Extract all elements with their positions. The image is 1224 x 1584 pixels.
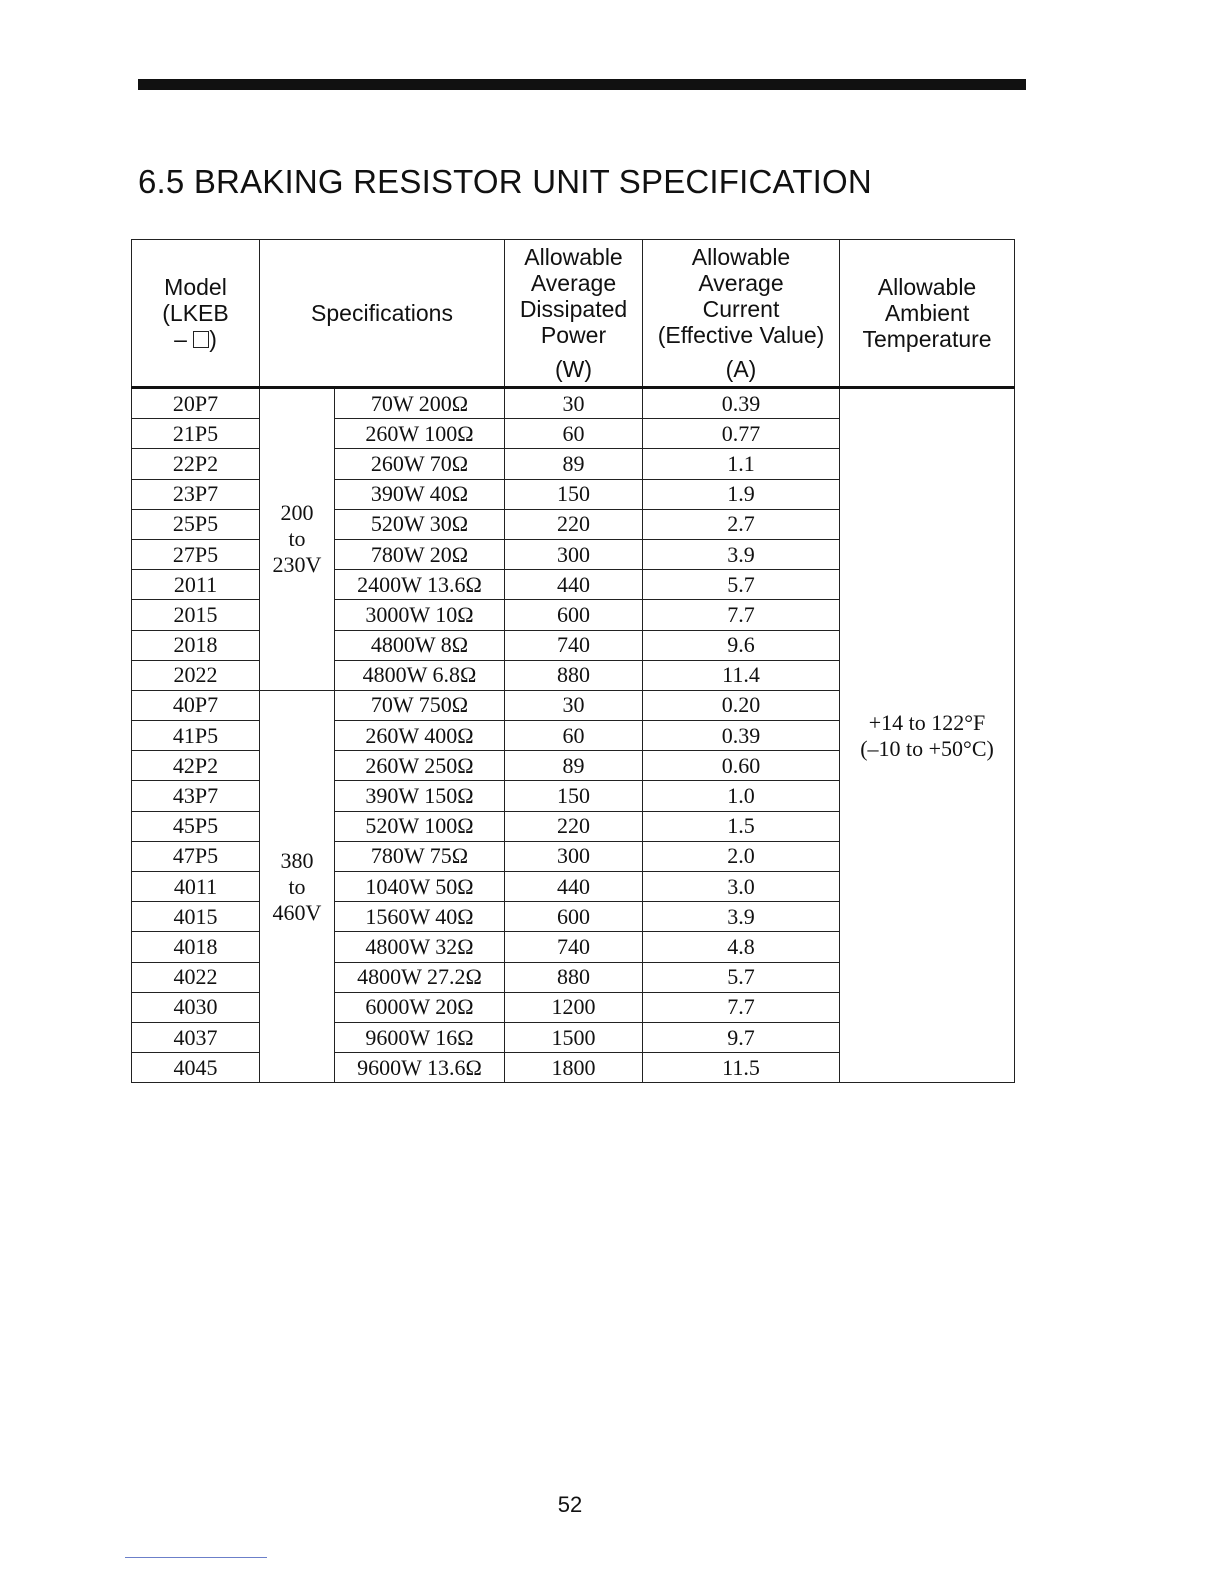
model-cell: 2011 (132, 570, 260, 600)
current-cell: 7.7 (643, 600, 840, 630)
spec-cell: 6000W 20Ω (335, 992, 505, 1022)
spec-cell: 3000W 10Ω (335, 600, 505, 630)
current-cell: 1.5 (643, 811, 840, 841)
power-cell: 440 (505, 570, 643, 600)
current-cell: 11.4 (643, 660, 840, 690)
power-cell: 600 (505, 600, 643, 630)
page-number: 52 (557, 1492, 583, 1517)
header-power-line: Average (530, 270, 617, 296)
spec-cell: 390W 40Ω (335, 479, 505, 509)
header-power (505, 240, 643, 388)
header-model-line: – (174, 326, 194, 352)
model-cell: 42P2 (132, 751, 260, 781)
model-cell: 45P5 (132, 811, 260, 841)
current-cell: 2.0 (643, 841, 840, 871)
model-cell: 2018 (132, 630, 260, 660)
current-cell: 2.7 (643, 509, 840, 539)
spec-cell: 70W 200Ω (335, 388, 505, 419)
model-cell: 40P7 (132, 690, 260, 720)
voltage-line: 200 (280, 500, 314, 526)
power-cell: 60 (505, 419, 643, 449)
header-temperature-line: Temperature (862, 326, 992, 352)
power-cell: 1800 (505, 1053, 643, 1083)
header-current-line: Current (702, 296, 780, 322)
power-cell: 220 (505, 811, 643, 841)
header-specifications: Specifications (260, 240, 505, 388)
spec-cell: 4800W 32Ω (335, 932, 505, 962)
spec-cell: 260W 250Ω (335, 751, 505, 781)
header-row (132, 240, 1015, 388)
power-cell: 89 (505, 751, 643, 781)
spec-cell: 1040W 50Ω (335, 872, 505, 902)
header-temperature-line: Ambient (884, 300, 970, 326)
spec-cell: 520W 30Ω (335, 509, 505, 539)
power-cell: 1200 (505, 992, 643, 1022)
power-cell: 300 (505, 841, 643, 871)
spec-cell: 9600W 13.6Ω (335, 1053, 505, 1083)
model-cell: 4030 (132, 992, 260, 1022)
voltage-group-cell (260, 690, 335, 1082)
current-cell: 0.39 (643, 388, 840, 419)
voltage-line: 230V (272, 552, 322, 578)
model-cell: 25P5 (132, 509, 260, 539)
voltage-line: 460V (272, 899, 322, 925)
header-power-line: Dissipated (519, 296, 628, 322)
current-cell: 0.20 (643, 690, 840, 720)
model-cell: 20P7 (132, 388, 260, 419)
power-cell: 300 (505, 539, 643, 569)
model-cell: 2022 (132, 660, 260, 690)
power-cell: 220 (505, 509, 643, 539)
spec-cell: 9600W 16Ω (335, 1022, 505, 1052)
spec-cell: 260W 70Ω (335, 449, 505, 479)
temperature-line: +14 to 122°F (868, 709, 986, 735)
current-cell: 11.5 (643, 1053, 840, 1083)
spec-cell: 520W 100Ω (335, 811, 505, 841)
spec-cell: 260W 100Ω (335, 419, 505, 449)
current-cell: 5.7 (643, 962, 840, 992)
spec-cell: 780W 75Ω (335, 841, 505, 871)
header-power-line: Power (540, 322, 607, 348)
power-cell: 880 (505, 962, 643, 992)
power-cell: 89 (505, 449, 643, 479)
header-power-unit: (W) (555, 356, 593, 382)
spec-cell: 2400W 13.6Ω (335, 570, 505, 600)
model-cell: 43P7 (132, 781, 260, 811)
spec-cell: 4800W 27.2Ω (335, 962, 505, 992)
voltage-line: to (288, 526, 306, 552)
power-cell: 740 (505, 932, 643, 962)
header-current-line: (Effective Value) (657, 322, 825, 348)
spec-cell: 390W 150Ω (335, 781, 505, 811)
model-placeholder-box-icon (193, 331, 209, 348)
current-cell: 5.7 (643, 570, 840, 600)
model-cell: 23P7 (132, 479, 260, 509)
current-cell: 3.0 (643, 872, 840, 902)
power-cell: 440 (505, 872, 643, 902)
model-cell: 4018 (132, 932, 260, 962)
header-temperature-line: Allowable (877, 274, 977, 300)
section-title: 6.5 BRAKING RESISTOR UNIT SPECIFICATION (138, 163, 872, 200)
top-rule (138, 79, 1026, 90)
power-cell: 30 (505, 388, 643, 419)
header-current-line: Average (698, 270, 784, 296)
temperature-line: (–10 to +50°C) (860, 735, 994, 761)
spec-cell: 1560W 40Ω (335, 902, 505, 932)
current-cell: 9.7 (643, 1022, 840, 1052)
model-cell: 4022 (132, 962, 260, 992)
voltage-line: 380 (280, 847, 314, 873)
power-cell: 150 (505, 781, 643, 811)
power-cell: 60 (505, 721, 643, 751)
model-cell: 4011 (132, 872, 260, 902)
current-cell: 3.9 (643, 902, 840, 932)
model-cell: 2015 (132, 600, 260, 630)
header-model-close: ) (209, 326, 217, 352)
current-cell: 3.9 (643, 539, 840, 569)
current-cell: 1.9 (643, 479, 840, 509)
current-cell: 0.39 (643, 721, 840, 751)
footnote-rule (125, 1557, 267, 1558)
spec-cell: 4800W 8Ω (335, 630, 505, 660)
power-cell: 30 (505, 690, 643, 720)
model-cell: 41P5 (132, 721, 260, 751)
voltage-group-cell (260, 388, 335, 691)
header-model (132, 240, 260, 388)
spec-cell: 70W 750Ω (335, 690, 505, 720)
current-cell: 9.6 (643, 630, 840, 660)
header-current-unit: (A) (725, 356, 757, 382)
braking-resistor-spec-table (131, 239, 1015, 1083)
model-cell: 22P2 (132, 449, 260, 479)
power-cell: 600 (505, 902, 643, 932)
voltage-line: to (288, 873, 306, 899)
header-current-line: Allowable (691, 244, 791, 270)
table-body (132, 388, 1015, 1083)
current-cell: 0.77 (643, 419, 840, 449)
model-cell: 47P5 (132, 841, 260, 871)
power-cell: 1500 (505, 1022, 643, 1052)
spec-cell: 260W 400Ω (335, 721, 505, 751)
current-cell: 1.0 (643, 781, 840, 811)
current-cell: 1.1 (643, 449, 840, 479)
current-cell: 7.7 (643, 992, 840, 1022)
model-cell: 27P5 (132, 539, 260, 569)
header-power-line: Allowable (524, 244, 623, 270)
power-cell: 150 (505, 479, 643, 509)
current-cell: 0.60 (643, 751, 840, 781)
temperature-cell (840, 388, 1015, 1083)
header-model-line: Model (164, 274, 227, 300)
table-row (132, 388, 1015, 419)
header-temperature (840, 240, 1015, 388)
header-model-line: (LKEB (162, 300, 229, 326)
model-cell: 21P5 (132, 419, 260, 449)
spec-cell: 4800W 6.8Ω (335, 660, 505, 690)
power-cell: 880 (505, 660, 643, 690)
model-cell: 4015 (132, 902, 260, 932)
header-current (643, 240, 840, 388)
spec-cell: 780W 20Ω (335, 539, 505, 569)
power-cell: 740 (505, 630, 643, 660)
model-cell: 4045 (132, 1053, 260, 1083)
current-cell: 4.8 (643, 932, 840, 962)
model-cell: 4037 (132, 1022, 260, 1052)
